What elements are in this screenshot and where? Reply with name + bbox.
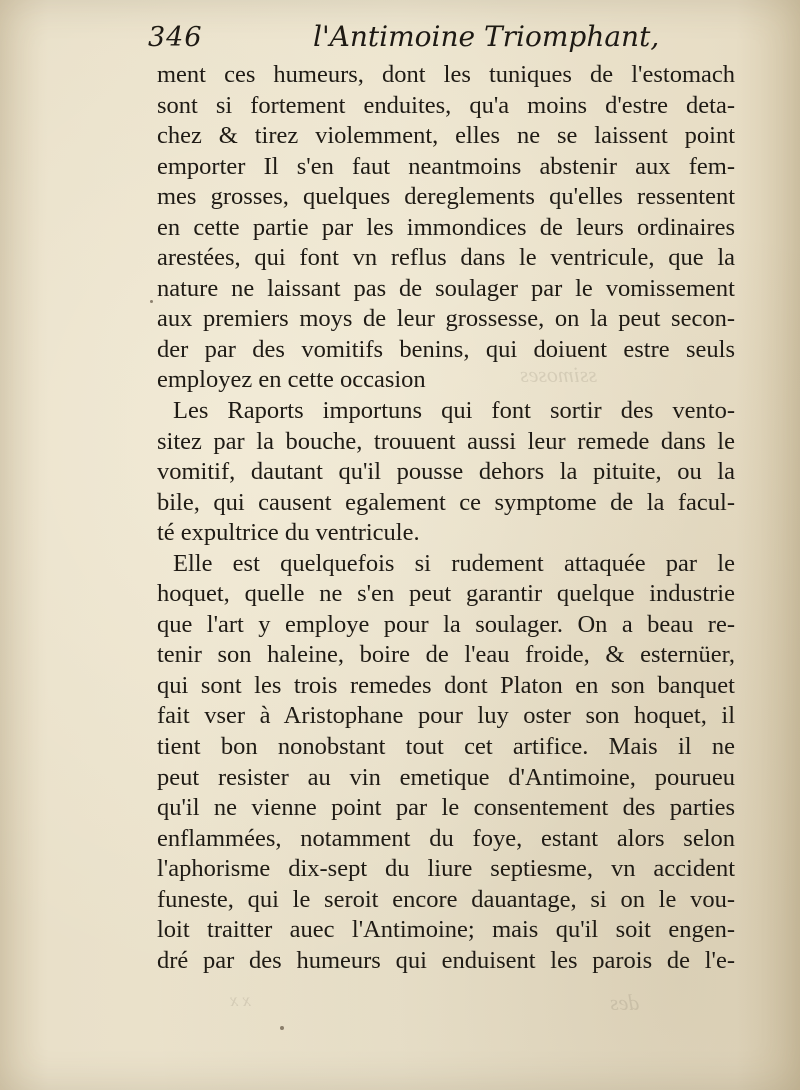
text-line: employez en cette occasion bbox=[157, 366, 426, 394]
text-line: aux premiers moys de leur grossesse, on la peut secon- bbox=[157, 305, 735, 333]
page-number: 346 bbox=[148, 22, 203, 53]
text-line: emporter Il s'en faut neantmoins abstenir aux fem- bbox=[157, 152, 735, 180]
text-line: sont si fortement enduites, qu'a moins d'estre deta- bbox=[157, 91, 735, 119]
text-line: té expultrice du ventricule. bbox=[157, 519, 420, 547]
text-line: nature ne laissant pas de soulager par le vomissement bbox=[157, 274, 735, 302]
text-line: tient bon nonobstant tout cet artifice. Mais il ne bbox=[157, 733, 735, 761]
text-line: bile, qui causent egalement ce symptome de la facul- bbox=[157, 488, 735, 516]
text-line: qu'il ne vienne point par le consentement des parties bbox=[157, 794, 735, 822]
text-line: mes grosses, quelques dereglements qu'elles ressentent bbox=[157, 183, 735, 211]
text-line: funeste, qui le seroit encore dauantage, si on le vou- bbox=[157, 885, 735, 913]
running-title: l'Antimoine Triomphant, bbox=[313, 20, 660, 53]
text-line: der par des vomitifs benins, qui doiuent estre seuls bbox=[157, 335, 735, 363]
text-line: vomitif, dautant qu'il pousse dehors la pituite, ou la bbox=[157, 458, 735, 486]
text-line: l'aphorisme dix-sept du liure septiesme, vn accident bbox=[157, 855, 735, 883]
text-line: sitez par la bouche, trouuent aussi leur remede dans le bbox=[157, 427, 735, 455]
text-line: en cette partie par les immondices de leurs ordinaires bbox=[157, 213, 735, 241]
paper-speck bbox=[280, 1026, 284, 1030]
page-header bbox=[148, 18, 660, 58]
show-through-ink: des bbox=[610, 990, 640, 1015]
text-line: Elle est quelquefois si rudement attaquée par le bbox=[173, 549, 735, 577]
body-text bbox=[157, 60, 735, 976]
text-line: peut resister au vin emetique d'Antimoine, pourueu bbox=[157, 763, 735, 791]
show-through-ink: ssimoses bbox=[520, 362, 598, 387]
show-through-ink: x x bbox=[230, 990, 251, 1010]
text-line: enflammées, notamment du foye, estant alors selon bbox=[157, 824, 735, 852]
text-line: arestées, qui font vn reflus dans le ventricule, que la bbox=[157, 244, 735, 272]
text-line: qui sont les trois remedes dont Platon en son banquet bbox=[157, 671, 735, 699]
text-line: Les Raports importuns qui font sortir des vento- bbox=[173, 397, 735, 425]
text-line: dré par des humeurs qui enduisent les parois de l'e- bbox=[157, 946, 735, 974]
text-line: fait vser à Aristophane pour luy oster son hoquet, il bbox=[157, 702, 735, 730]
text-line: loit traitter auec l'Antimoine; mais qu'il soit engen- bbox=[157, 916, 735, 944]
text-line: ment ces humeurs, dont les tuniques de l'estomach bbox=[157, 61, 735, 88]
paper-speck bbox=[150, 300, 153, 303]
text-line: hoquet, quelle ne s'en peut garantir quelque industrie bbox=[157, 580, 735, 608]
text-line: tenir son haleine, boire de l'eau froide, & esternüer, bbox=[157, 641, 735, 669]
text-line: chez & tirez violemment, elles ne se laissent point bbox=[157, 122, 735, 150]
text-line: que l'art y employe pour la soulager. On a beau re- bbox=[157, 610, 735, 638]
